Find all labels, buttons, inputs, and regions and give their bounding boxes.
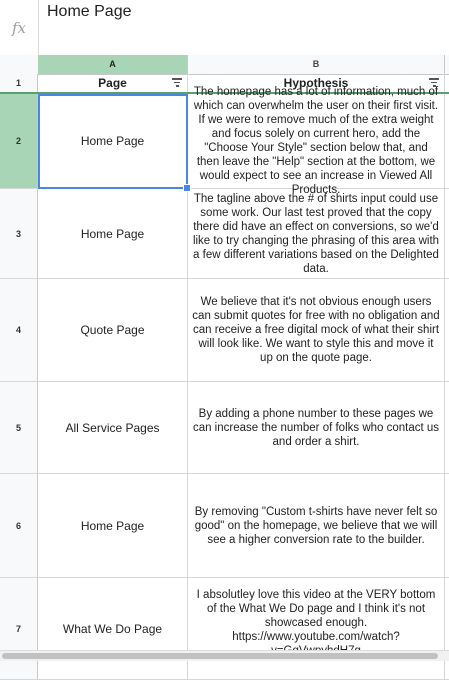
- page-cell[interactable]: Home Page: [38, 474, 188, 577]
- hypothesis-cell[interactable]: By removing "Custom t-shirts have never felt so good" on the homepage, we believe that we will see a higher conversion rate to the builder.: [188, 474, 445, 577]
- formula-bar: [0, 0, 449, 56]
- hypothesis-cell[interactable]: The homepage has a lot of information, much of which can overwhelm the user on their first visit. If we were to remove much of the extra weight and focus solely on current hero, add the "Choose Your Style" section below that, and then leave the "Help" section at the bottom, we would expect to see an increase in Viewed All Products.: [188, 94, 445, 188]
- filter-icon[interactable]: [172, 78, 182, 88]
- fill-handle[interactable]: [183, 184, 191, 192]
- column-header-a[interactable]: A: [38, 55, 188, 74]
- row-number[interactable]: 3: [0, 189, 38, 278]
- page-cell[interactable]: Home Page: [38, 94, 188, 188]
- row-number[interactable]: 6: [0, 474, 38, 577]
- fx-icon: fx: [0, 0, 39, 55]
- hypothesis-cell[interactable]: The tagline above the # of shirts input could use some work. Our last test proved that the copy there did have an effect on conversions, so we'd like to try changing the phrasing of this area with a few different variations based on the Delighted data.: [188, 189, 445, 278]
- table-row: [0, 279, 449, 382]
- row-number[interactable]: 2: [0, 94, 38, 188]
- hypothesis-cell[interactable]: By adding a phone number to these pages we can increase the number of folks who contact us and order a shirt.: [188, 382, 445, 473]
- header-label-hypothesis: Hypothesis: [283, 76, 349, 90]
- cell-c[interactable]: [445, 74, 449, 92]
- row-number[interactable]: 4: [0, 279, 38, 381]
- column-header-bar: [0, 55, 449, 75]
- scrollbar-thumb[interactable]: [2, 653, 438, 659]
- table-row: [0, 474, 449, 578]
- column-header-c[interactable]: [445, 55, 449, 74]
- page-cell[interactable]: Quote Page: [38, 279, 188, 381]
- cell-c[interactable]: [445, 382, 449, 473]
- cell-c[interactable]: [445, 189, 449, 278]
- column-header-b[interactable]: B: [188, 55, 445, 74]
- row-number[interactable]: 7: [0, 578, 38, 679]
- cell-c[interactable]: [445, 279, 449, 381]
- hypothesis-cell[interactable]: I absolutley love this video at the VERY bottom of the What We Do page and I think it's not showcased enough. https://www.youtube.com/watch?: [188, 578, 445, 679]
- cell-c[interactable]: [445, 474, 449, 577]
- header-cell-page[interactable]: [38, 74, 188, 92]
- cell-c[interactable]: [445, 578, 449, 679]
- table-row: [0, 382, 449, 474]
- table-row: [0, 189, 449, 279]
- select-all-corner[interactable]: [0, 55, 39, 74]
- horizontal-scrollbar[interactable]: [0, 650, 449, 661]
- row-number[interactable]: 1: [0, 74, 38, 92]
- cell-c[interactable]: [445, 94, 449, 188]
- formula-input[interactable]: Home Page: [47, 3, 132, 20]
- hypothesis-cell[interactable]: We believe that it's not obvious enough users can submit quotes for free with no obligation and can receive a free digital mock of what their shirt will look like. We want to style this and move it up on the quote page.: [188, 279, 445, 381]
- row-number[interactable]: 5: [0, 382, 38, 473]
- page-cell[interactable]: Home Page: [38, 189, 188, 278]
- page-cell[interactable]: What We Do Page: [38, 578, 188, 679]
- table-row: [0, 578, 449, 680]
- page-cell[interactable]: All Service Pages: [38, 382, 188, 473]
- table-row: [0, 86, 449, 196]
- header-label-page: Page: [98, 76, 127, 90]
